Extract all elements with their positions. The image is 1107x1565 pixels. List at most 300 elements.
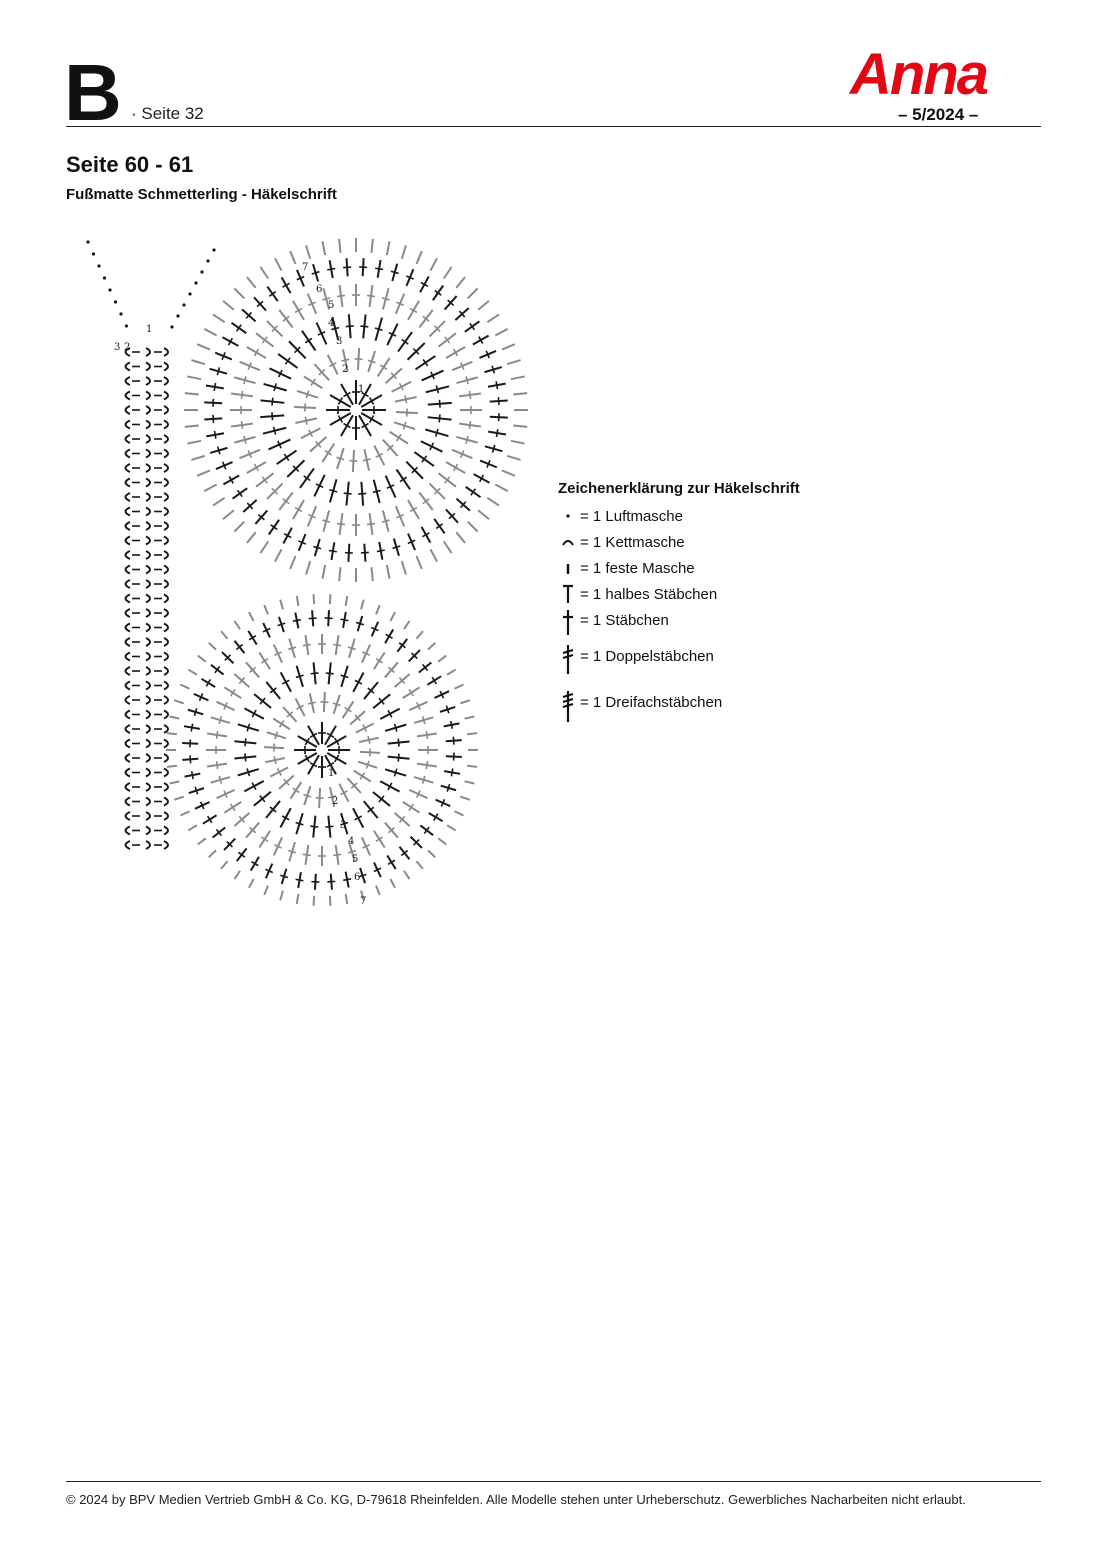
- wing-stitch: [361, 600, 364, 610]
- body-stitch: [164, 348, 168, 356]
- wing-stitch: [371, 239, 372, 253]
- wing-stitch: [245, 753, 246, 761]
- body-stitch: [126, 464, 131, 472]
- copyright-notice: © 2024 by BPV Medien Vertrieb GmbH & Co. KG, D-79618 Rheinfelden. Alle Modelle stehen unter Urheberschutz. Gewerbliches Nacharbeiten nicht erlaubt.: [66, 1492, 966, 1507]
- wing-stitch: [333, 854, 341, 855]
- wing-stitch: [363, 459, 371, 461]
- body-stitch: [126, 769, 131, 777]
- wing-stitch: [426, 731, 427, 739]
- body-stitch: [126, 624, 131, 632]
- wing-stitch: [405, 395, 407, 403]
- body-stitch: [164, 740, 168, 748]
- pattern-subtitle: Fußmatte Schmetterling - Häkelschrift: [66, 186, 337, 203]
- section-letter: B: [64, 48, 122, 137]
- wing-stitch: [423, 716, 425, 724]
- body-stitch: [126, 653, 131, 661]
- legend-label: = 1 Luftmasche: [580, 508, 683, 525]
- body-stitch: [126, 522, 131, 530]
- wing-stitch: [428, 850, 435, 857]
- body-stitch: [126, 740, 131, 748]
- wing-stitch: [387, 241, 390, 255]
- wing-stitch: [423, 776, 425, 784]
- wing-stitch: [447, 825, 456, 830]
- wing-stitch: [513, 425, 527, 426]
- round-label: 7: [360, 896, 367, 907]
- wing-stitch: [327, 268, 335, 269]
- wing-stitch: [456, 532, 465, 543]
- body-stitch: [126, 783, 131, 791]
- wing-stitch: [234, 621, 240, 629]
- body-stitch: [146, 363, 150, 371]
- wing-stitch: [356, 622, 364, 624]
- wing-stitch: [339, 567, 340, 581]
- wing-stitch: [329, 550, 337, 551]
- wing-stitch: [190, 755, 191, 763]
- wing-stitch: [346, 894, 348, 904]
- legend-label: = 1 Doppelstäbchen: [580, 648, 714, 665]
- wing-stitch: [367, 295, 375, 296]
- body-stitch: [146, 377, 150, 385]
- wing-stitch: [308, 702, 316, 704]
- round-label: 5: [352, 854, 359, 865]
- wing-stitch: [382, 520, 390, 522]
- body-stitch: [164, 653, 168, 661]
- round-label: 2: [332, 796, 339, 807]
- wing-stitch: [191, 360, 204, 364]
- legend-item-feste-masche: [558, 557, 800, 583]
- header-divider: [66, 126, 1041, 127]
- wing-stitch: [398, 754, 399, 762]
- wing-stitch: [360, 326, 368, 327]
- antenna-chain-stitch: [97, 264, 100, 267]
- wing-stitch: [296, 675, 304, 677]
- round-label: 3: [336, 336, 343, 347]
- antenna-chain-stitch: [194, 281, 197, 284]
- wing-stitch: [198, 656, 206, 662]
- wing-stitch: [436, 385, 438, 393]
- wing-stitch: [439, 400, 440, 408]
- antenna-chain-stitch: [176, 314, 179, 317]
- wing-stitch: [375, 328, 383, 330]
- body-stitch: [164, 479, 168, 487]
- wing-stitch: [511, 441, 525, 444]
- wing-stitch: [417, 861, 423, 869]
- wing-stitch: [330, 896, 331, 906]
- body-stitch: [126, 667, 131, 675]
- wing-stitch: [314, 594, 315, 604]
- wing-stitch: [180, 684, 189, 688]
- wing-stitch: [288, 647, 296, 649]
- wing-stitch: [322, 520, 330, 522]
- wing-stitch: [275, 258, 282, 270]
- kettmasche-icon: [558, 529, 578, 555]
- wing-stitch: [487, 498, 499, 506]
- wing-stitch: [513, 393, 527, 394]
- wing-stitch: [167, 733, 177, 734]
- wing-stitch: [191, 456, 204, 460]
- legend-label: = 1 feste Masche: [580, 560, 695, 577]
- wing-stitch: [272, 398, 273, 406]
- wing-stitch: [436, 429, 438, 437]
- wing-stitch: [197, 344, 210, 349]
- body-stitch: [164, 551, 168, 559]
- wing-stitch: [460, 700, 469, 703]
- wing-stitch: [456, 277, 465, 288]
- legend-label: = 1 Dreifachstäbchen: [580, 694, 723, 711]
- body-stitch: [126, 406, 131, 414]
- round-label: 3: [340, 820, 347, 831]
- antenna-chain-stitch: [125, 324, 128, 327]
- body-stitch: [146, 493, 150, 501]
- round-label: 2: [342, 364, 349, 375]
- wing-stitch: [333, 645, 341, 646]
- wing-stitch: [511, 376, 525, 379]
- wing-stitch: [444, 541, 452, 553]
- wing-stitch: [337, 295, 345, 296]
- issue-number: – 5/2024 –: [898, 105, 979, 124]
- body-stitch: [164, 580, 168, 588]
- wing-stitch: [416, 556, 421, 569]
- round-label: 2: [124, 342, 131, 353]
- wing-stitch: [430, 258, 437, 270]
- wing-stitch: [447, 670, 456, 675]
- wing-stitch: [170, 781, 180, 783]
- wing-stitch: [469, 421, 470, 429]
- antenna-chain-stitch: [114, 300, 117, 303]
- body-stitch: [126, 566, 131, 574]
- wing-stitch: [187, 376, 201, 379]
- body-stitch: [146, 421, 150, 429]
- wing-stitch: [249, 879, 254, 888]
- wing-stitch: [502, 470, 515, 475]
- body-stitch: [164, 711, 168, 719]
- wing-stitch: [428, 643, 435, 650]
- wing-stitch: [387, 565, 390, 579]
- legend-title: Zeichenerklärung zur Häkelschrift: [558, 480, 800, 497]
- antenna-chain-stitch: [200, 270, 203, 273]
- body-stitch: [164, 363, 168, 371]
- wing-stitch: [329, 490, 337, 492]
- wing-stitch: [209, 850, 216, 857]
- body-stitch: [164, 696, 168, 704]
- wing-stitch: [247, 277, 256, 288]
- body-stitch: [126, 798, 131, 806]
- body-stitch: [164, 682, 168, 690]
- body-stitch: [126, 392, 131, 400]
- wing-stitch: [185, 425, 199, 426]
- wing-stitch: [438, 656, 446, 662]
- wing-stitch: [274, 383, 276, 391]
- wing-stitch: [213, 314, 225, 322]
- body-stitch: [146, 798, 150, 806]
- round-label: 3: [114, 342, 121, 353]
- body-stitch: [146, 522, 150, 530]
- body-stitch: [146, 551, 150, 559]
- wing-stitch: [455, 811, 464, 815]
- wing-stitch: [191, 724, 192, 732]
- body-stitch: [164, 522, 168, 530]
- wing-stitch: [234, 871, 240, 879]
- round-label: 1: [358, 384, 365, 395]
- wing-stitch: [264, 886, 268, 895]
- round-label: 7: [302, 262, 309, 273]
- wing-stitch: [241, 391, 242, 399]
- legend-item-dreifachstaebchen: [558, 691, 800, 731]
- body-stitch: [146, 812, 150, 820]
- body-stitch: [146, 783, 150, 791]
- wing-stitch: [187, 441, 201, 444]
- wing-stitch: [306, 245, 310, 258]
- wing-stitch: [264, 605, 268, 614]
- legend-item-doppelstaebchen: [558, 645, 800, 691]
- wing-stitch: [487, 314, 499, 322]
- wing-stitch: [465, 716, 475, 718]
- wing-stitch: [293, 620, 301, 622]
- brand-logo: Anna: [850, 42, 987, 107]
- body-stitch: [146, 580, 150, 588]
- wing-stitch: [327, 881, 335, 882]
- body-stitch: [126, 580, 131, 588]
- wing-stitch: [312, 272, 320, 274]
- wing-stitch: [358, 493, 366, 494]
- body-stitch: [126, 479, 131, 487]
- body-stitch: [164, 421, 168, 429]
- wing-stitch: [204, 484, 216, 491]
- wing-stitch: [341, 675, 349, 677]
- wing-stitch: [373, 490, 381, 492]
- body-stitch: [126, 682, 131, 690]
- body-stitch: [146, 595, 150, 603]
- body-stitch: [146, 725, 150, 733]
- antenna-chain-stitch: [188, 292, 191, 295]
- body-stitch: [146, 479, 150, 487]
- wing-stitch: [297, 894, 299, 904]
- body-stitch: [146, 841, 150, 849]
- wing-stitch: [247, 768, 249, 776]
- body-stitch: [164, 537, 168, 545]
- wing-stitch: [214, 383, 215, 391]
- wing-stitch: [417, 631, 423, 639]
- wing-stitch: [309, 618, 317, 619]
- body-stitch: [126, 450, 131, 458]
- wing-stitch: [339, 239, 340, 253]
- wing-stitch: [368, 736, 370, 744]
- wing-stitch: [185, 393, 199, 394]
- body-stitch: [164, 566, 168, 574]
- body-stitch: [164, 450, 168, 458]
- wing-stitch: [466, 376, 468, 384]
- wing-stitch: [305, 417, 307, 425]
- wing-stitch: [439, 414, 440, 422]
- wing-stitch: [188, 670, 197, 675]
- wing-stitch: [495, 329, 507, 336]
- antenna-chain-stitch: [212, 248, 215, 251]
- round-label: 6: [316, 284, 323, 295]
- wing-stitch: [460, 797, 469, 800]
- round-label: 6: [354, 872, 361, 883]
- body-stitch: [126, 435, 131, 443]
- wing-stitch: [402, 245, 406, 258]
- wing-stitch: [280, 600, 283, 610]
- body-stitch: [146, 653, 150, 661]
- body-stitch: [164, 377, 168, 385]
- wing-stitch: [209, 643, 216, 650]
- wing-stitch: [348, 851, 356, 853]
- wing-stitch: [507, 360, 520, 364]
- body-stitch: [164, 406, 168, 414]
- wing-stitch: [221, 861, 227, 869]
- wing-stitch: [245, 738, 246, 746]
- wing-stitch: [382, 298, 390, 300]
- body-stitch: [126, 638, 131, 646]
- staebchen-icon: [558, 607, 578, 637]
- wing-stitch: [453, 737, 454, 745]
- body-stitch: [126, 363, 131, 371]
- body-stitch: [146, 624, 150, 632]
- wing-stitch: [310, 826, 318, 827]
- wing-stitch: [326, 673, 334, 674]
- upper-wing-chart: [184, 238, 528, 582]
- body-stitch: [146, 464, 150, 472]
- footer-divider: [66, 1481, 1041, 1482]
- body-stitch: [126, 711, 131, 719]
- wing-stitch: [188, 825, 197, 830]
- antenna-chain-stitch: [170, 325, 173, 328]
- symbol-legend: [558, 480, 800, 731]
- wing-stitch: [303, 854, 311, 855]
- wing-stitch: [451, 721, 453, 729]
- wing-stitch: [346, 596, 348, 606]
- antenna-chain-stitch: [86, 240, 89, 243]
- body-stitch: [164, 392, 168, 400]
- wing-stitch: [247, 532, 256, 543]
- wing-stitch: [502, 344, 515, 349]
- wing-stitch: [467, 733, 477, 734]
- wing-stitch: [394, 769, 396, 777]
- wing-stitch: [297, 596, 299, 606]
- body-stitch: [146, 435, 150, 443]
- wing-stitch: [404, 621, 410, 629]
- wing-stitch: [376, 886, 380, 895]
- wing-stitch: [492, 366, 494, 374]
- round-label: 5: [328, 300, 335, 311]
- wing-stitch: [495, 484, 507, 491]
- antenna-chain-stitch: [206, 259, 209, 262]
- legend-item-luftmasche: [558, 505, 800, 531]
- wing-stitch: [367, 523, 375, 524]
- wing-stitch: [465, 781, 475, 783]
- wing-stitch: [217, 731, 218, 739]
- wing-stitch: [247, 724, 249, 732]
- antenna-chain-stitch: [182, 303, 185, 306]
- wing-stitch: [398, 739, 399, 747]
- body-stitch: [126, 841, 131, 849]
- wing-stitch: [496, 381, 497, 389]
- wing-stitch: [174, 700, 183, 703]
- wing-stitch: [344, 493, 352, 494]
- wing-stitch: [478, 301, 489, 310]
- wing-stitch: [167, 766, 177, 767]
- page-title: Seite 60 - 61: [66, 152, 194, 177]
- body-stitch: [164, 841, 168, 849]
- wing-stitch: [223, 301, 234, 310]
- wing-stitch: [194, 708, 196, 716]
- body-stitch: [146, 754, 150, 762]
- wing-stitch: [322, 565, 325, 579]
- dreifachstaebchen-icon: [558, 689, 578, 723]
- wing-stitch: [303, 645, 311, 646]
- body-stitch: [126, 595, 131, 603]
- wing-stitch: [468, 522, 478, 532]
- body-stitch: [164, 508, 168, 516]
- wing-stitch: [204, 329, 216, 336]
- wing-stitch: [217, 761, 218, 769]
- wing-stitch: [330, 594, 331, 604]
- body-stitch: [164, 754, 168, 762]
- wing-stitch: [174, 797, 183, 800]
- body-stitch: [126, 551, 131, 559]
- body-stitch: [126, 493, 131, 501]
- wing-stitch: [296, 879, 304, 880]
- wing-stitch: [241, 421, 242, 429]
- body-stitch: [164, 725, 168, 733]
- wing-stitch: [275, 549, 282, 561]
- wing-stitch: [346, 326, 354, 327]
- wing-stitch: [260, 541, 268, 553]
- body-stitch: [164, 798, 168, 806]
- body-stitch: [146, 667, 150, 675]
- round-label: 1: [146, 324, 153, 335]
- wing-stitch: [274, 756, 276, 764]
- wing-stitch: [244, 376, 246, 384]
- round-label: 1: [328, 768, 335, 779]
- wing-stitch: [390, 879, 395, 888]
- wing-stitch: [218, 447, 220, 455]
- wing-stitch: [444, 267, 452, 279]
- wing-stitch: [376, 605, 380, 614]
- body-stitch: [164, 435, 168, 443]
- body-stitch: [164, 827, 168, 835]
- wing-stitch: [306, 561, 310, 574]
- wing-stitch: [311, 673, 319, 674]
- wing-stitch: [288, 851, 296, 853]
- wing-stitch: [198, 838, 206, 844]
- wing-stitch: [395, 724, 397, 732]
- wing-stitch: [223, 510, 234, 519]
- wing-stitch: [496, 429, 497, 437]
- wing-stitch: [340, 619, 348, 620]
- body-stitch: [164, 464, 168, 472]
- legend-item-halbes-staebchen: [558, 583, 800, 609]
- body-stitch: [126, 812, 131, 820]
- body-stitch: [146, 638, 150, 646]
- wing-stitch: [402, 561, 406, 574]
- round-label: 4: [328, 318, 335, 329]
- body-stitch: [126, 696, 131, 704]
- wing-stitch: [217, 367, 219, 375]
- wing-stitch: [507, 456, 520, 460]
- feste-masche-icon: [558, 555, 578, 581]
- wing-stitch: [219, 776, 221, 784]
- wing-stitch: [466, 436, 468, 444]
- wing-stitch: [393, 546, 401, 548]
- wing-stitch: [249, 612, 254, 621]
- wing-stitch: [343, 879, 351, 881]
- legend-item-staebchen: [558, 609, 800, 645]
- body-stitch: [126, 725, 131, 733]
- body-stitch: [146, 682, 150, 690]
- legend-label: = 1 Stäbchen: [580, 612, 669, 629]
